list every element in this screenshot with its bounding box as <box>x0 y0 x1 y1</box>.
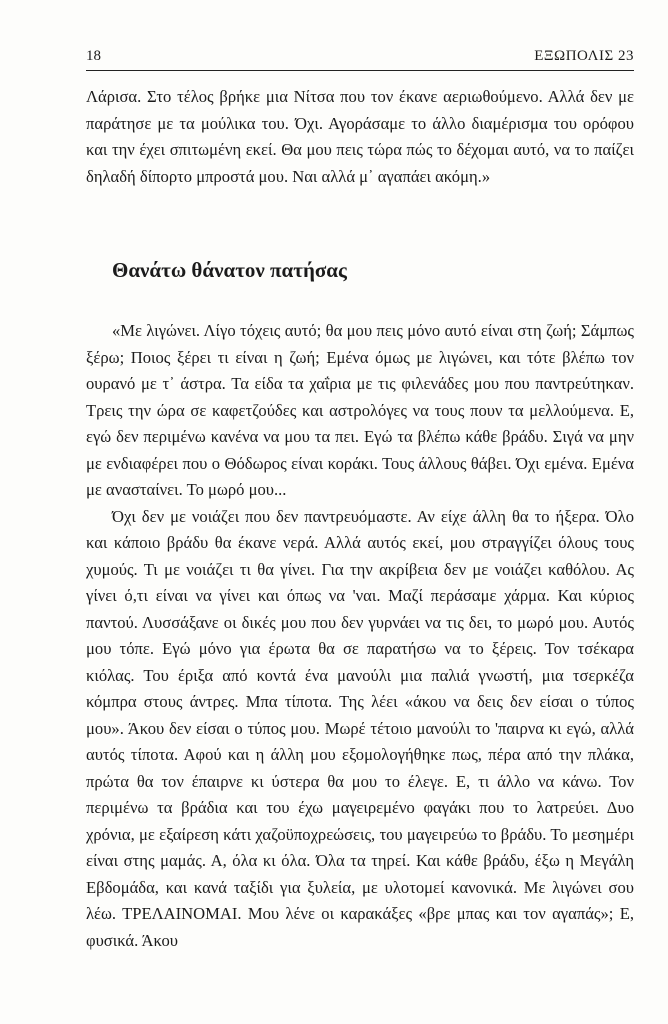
section-body <box>86 318 634 954</box>
running-title: ΕΞΩΠΟΛΙΣ 23 <box>534 48 634 64</box>
paragraph-1: «Με λιγώνει. Λίγο τόχεις αυτό; θα μου πεις μόνο αυτό είναι στη ζωή; Σάμπως ξέρω; Ποιος ξέρει τι είναι η ζωή; Εμένα όμως με λιγώνει, και τότε βλέπω τον ουρανό με τ᾽ άστρα. Τα είδα τα χαΐρια με τις φιλενάδες μου που παντρεύτηκαν. Τρεις την ώρα σε καφετζούδες και αστρολόγες να τους πουν τα μελλούμενα. Ε, εγώ δεν περιμένω κανένα να μου τα πει. Εγώ τα βλέπω κάθε βράδυ. Σιγά να μην με ενδιαφέρει που ο Θόδωρος είναι κοράκι. Τους άλλους θάβει. Όχι εμένα. Εμένα με ανασταίνει. Το μωρό μου... <box>86 321 634 499</box>
section-heading: Θανάτω θάνατον πατήσας <box>112 258 347 282</box>
page-number: 18 <box>86 48 101 64</box>
paragraph-2: Όχι δεν με νοιάζει που δεν παντρευόμαστε. Αν είχε άλλη θα το ήξερα. Όλο και κάποιο βράδυ θα έκανε νερά. Αλλά αυτός εκεί, μου στραγγίζει όλους τους χυμούς. Τι με νοιάζει τι θα γίνει. Για την ακρίβεια δεν με νοιάζει καθόλου. Ας γίνει ό,τι είναι να γίνει και όπως να 'ναι. Μαζί περάσαμε χάρμα. Και κύριος παντού. Λυσσάξανε οι δικές μου που δεν γυρνάει να τις δει, το μωρό μου. Αυτός μου τόπε. Εγώ μόνο για έρωτα θα σε παρατήσω να το ξέρεις. Τον τσέκαρα κιόλας. Του έριξα από κοντά ένα μανούλι μια παλιά γνωστή, μια τσερκέζα κόμπρα στους άντρες. Μπα τίποτα. Της λέει «άκου να δεις δεν είσαι ο τύπος μου». Άκου δεν είσαι ο τύπος μου. Μωρέ τέτοιο μανούλι το 'παιρνα κι εγώ, αλλά αυτός τίποτα. Αφού και η άλλη μου εξομολογήθηκε πως, πέρα από την πλάκα, πρώτα θα τον έπαιρνε κι ύστερα θα μου το έλεγε. Ε, τι άλλο να κάνω. Τον περιμένω τα βράδια και του έχω μαγειρεμένο φαγάκι που το λατρεύει. Δυο χρόνια, με εξαίρεση κάτι χαζοϋποχρεώσεις, του μαγειρεύω το βράδυ. Το μεσημέρι είναι στης μαμάς. Α, όλα κι όλα. Όλα τα τηρεί. Και κάθε βράδυ, έξω η Μεγάλη Εβδομάδα, και κανά ταξίδι για ξυλεία, με υλοτομεί κανονικά. Με λιγώνει σου λέω. ΤΡΕΛΑΙΝΟΜΑΙ. Μου λένε οι καρακάξες «βρε μπας και τον αγαπάς»; Ε, φυσικά. Άκου <box>86 506 634 950</box>
continuation-paragraph <box>86 84 634 190</box>
continuation-text: Λάρισα. Στο τέλος βρήκε μια Νίτσα που τον έκανε αεριωθούμενο. Αλλά δεν με παράτησε με τα μούλικα του. Όχι. Αγοράσαμε το άλλο διαμέρισμα του ορόφου και την έχει σπιτωμένη εκεί. Θα μου πεις τώρα πώς το δέχομαι αυτό, να το παίζει δηλαδή δίπορτο μπροστά μου. Ναι αλλά μ᾽ αγαπάει ακόμη.» <box>86 87 634 186</box>
running-head <box>86 48 634 70</box>
header-rule <box>86 70 634 71</box>
